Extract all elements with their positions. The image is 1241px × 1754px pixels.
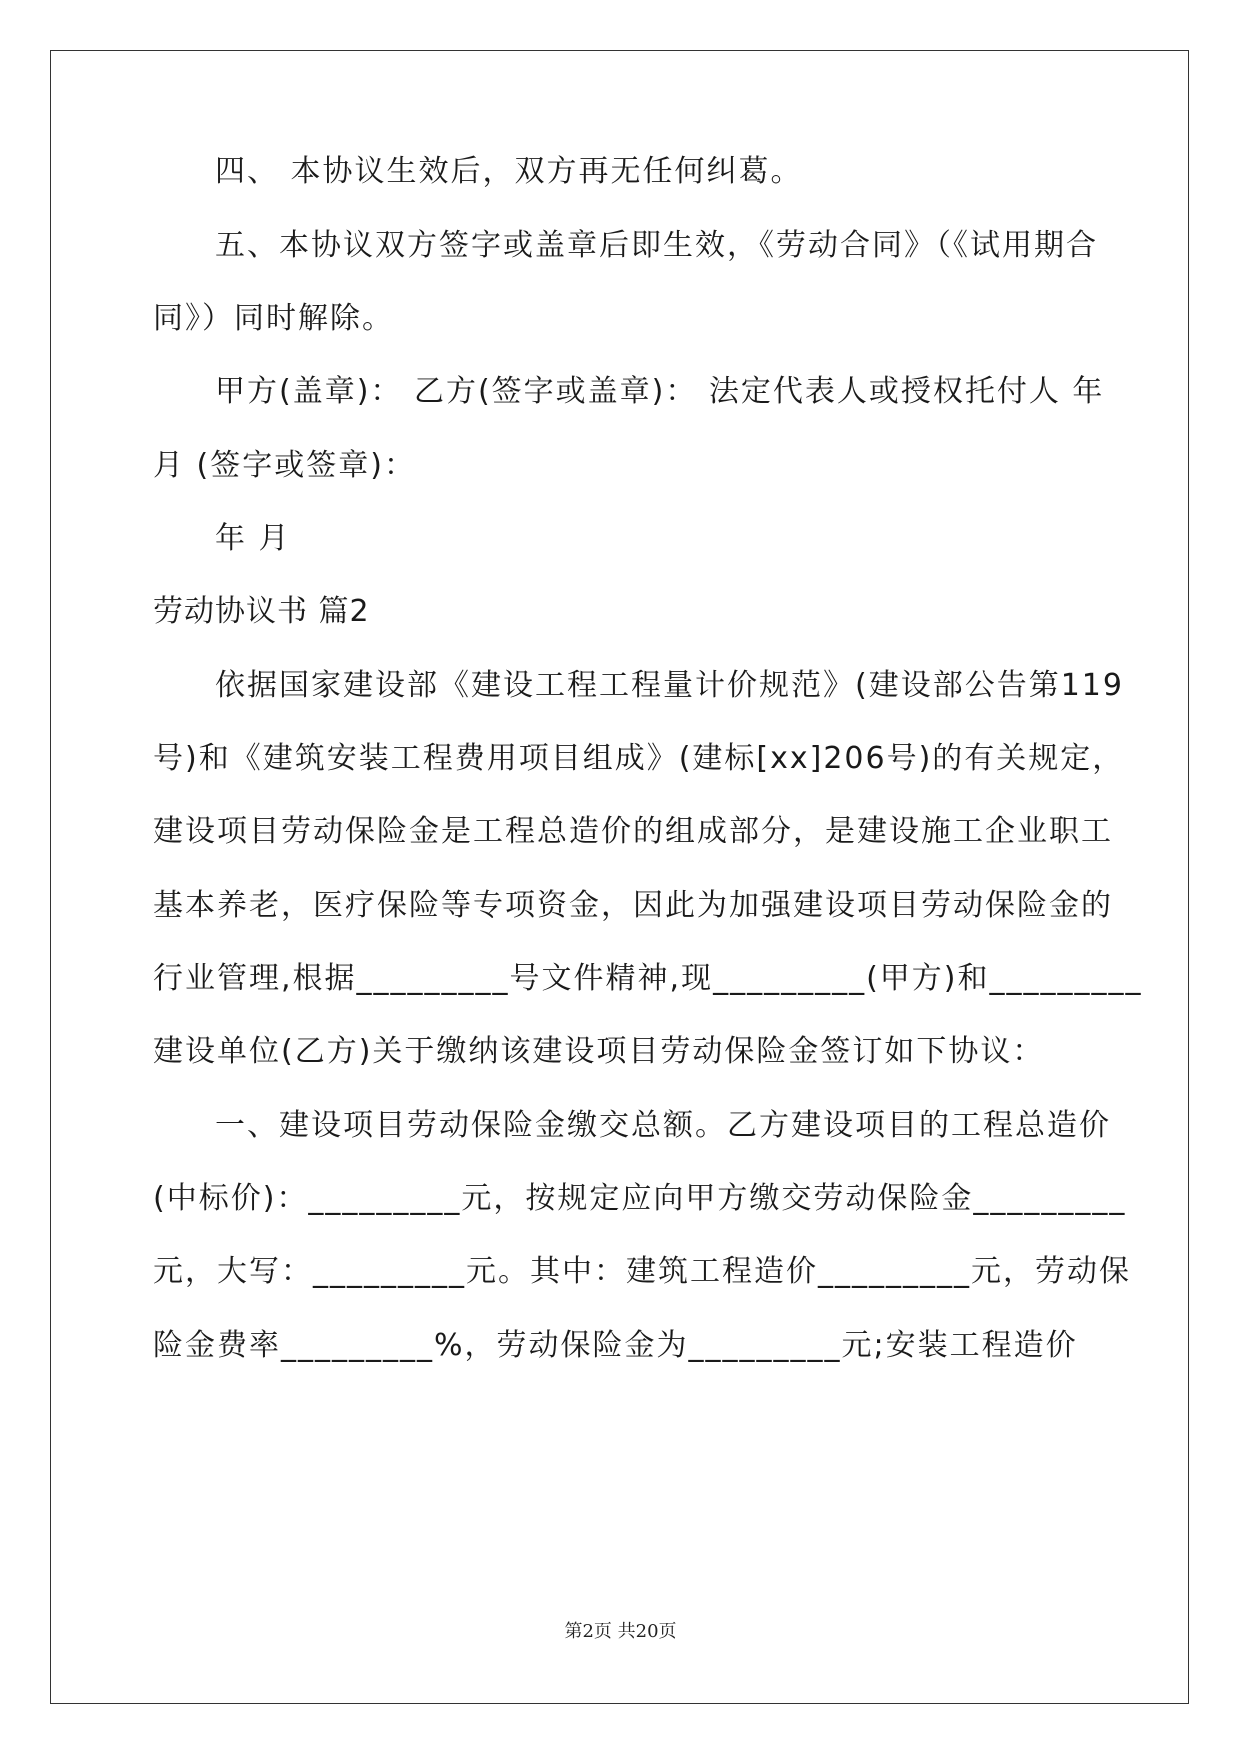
section-heading: 劳动协议书 篇2	[153, 594, 370, 629]
clause-one-line-2: (中标价)：_________元，按规定应向甲方缴交劳动保险金_________	[153, 1181, 1127, 1216]
signature-line-2: 月 (签字或签章)：	[153, 448, 416, 483]
body-line-3: 建设项目劳动保险金是工程总造价的组成部分，是建设施工企业职工	[153, 814, 1113, 849]
page-number: 第2页 共20页	[564, 1621, 677, 1642]
clause-five-line-1: 五、本协议双方签字或盖章后即生效，《劳动合同》（《试用期合	[215, 228, 1098, 263]
body-line-5: 行业管理,根据_________号文件精神,现_________(甲方)和_________	[153, 961, 1143, 996]
clause-one-line-4: 险金费率_________%，劳动保险金为_________元;安装工程造价	[153, 1328, 1078, 1363]
body-line-1: 依据国家建设部《建设工程工程量计价规范》(建设部公告第119	[215, 668, 1124, 703]
body-line-4: 基本养老，医疗保险等专项资金，因此为加强建设项目劳动保险金的	[153, 888, 1113, 923]
body-line-6: 建设单位(乙方)关于缴纳该建设项目劳动保险金签订如下协议：	[153, 1034, 1045, 1069]
clause-five-line-2: 同》）同时解除。	[153, 301, 394, 336]
date-line: 年 月	[215, 521, 291, 556]
body-line-2: 号)和《建筑安装工程费用项目组成》(建标[xx]206号)的有关规定，	[153, 741, 1125, 776]
clause-one-line-1: 一、建设项目劳动保险金缴交总额。乙方建设项目的工程总造价	[215, 1108, 1111, 1143]
clause-one-line-3: 元，大写：_________元。其中：建筑工程造价_________元，劳动保	[153, 1254, 1131, 1289]
signature-line-1: 甲方(盖章)： 乙方(签字或盖章)： 法定代表人或授权托付人 年	[215, 374, 1105, 409]
clause-four: 四、 本协议生效后，双方再无任何纠葛。	[215, 154, 803, 189]
